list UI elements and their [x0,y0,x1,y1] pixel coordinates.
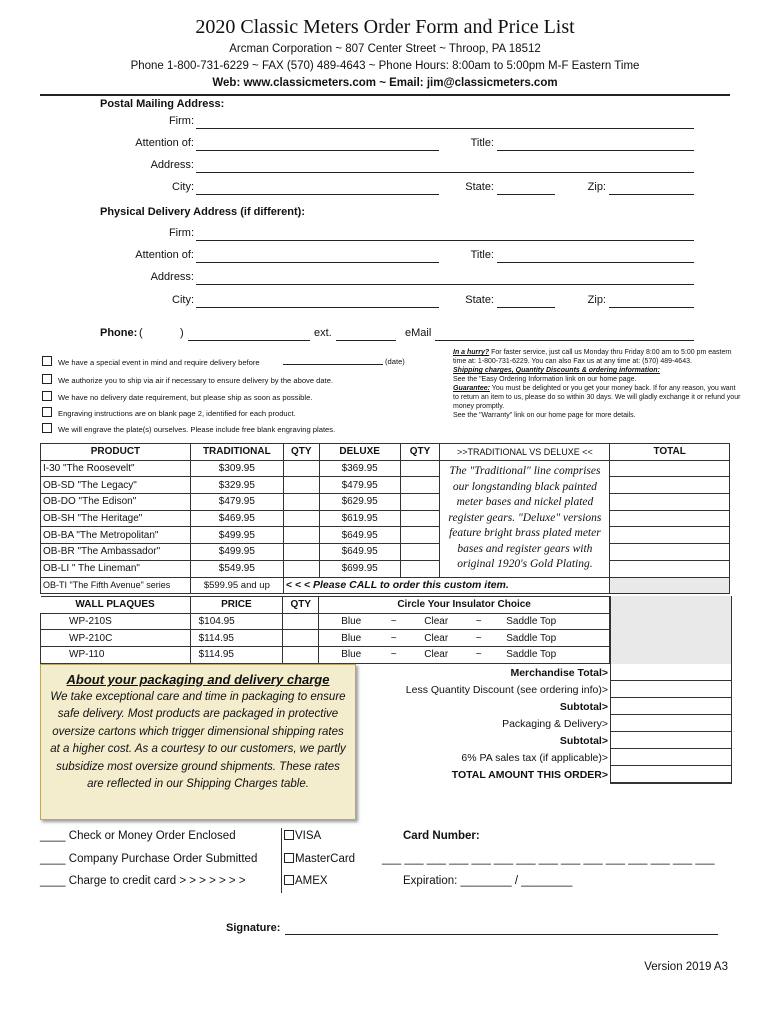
check-option[interactable]: ____ Check or Money Order Enclosed [40,830,236,842]
product-table [40,443,730,594]
title-field[interactable] [497,138,694,151]
qty-traditional-input[interactable] [283,477,319,494]
delivery-zip-field[interactable] [609,295,694,308]
plaque-qty-input[interactable] [283,647,319,664]
deluxe-price: $479.95 [319,477,400,494]
page-title: 2020 Classic Meters Order Form and Price List [195,16,575,38]
checkbox-icon[interactable] [42,374,52,384]
choice-clear[interactable]: Clear [424,649,449,661]
col-wall-plaques: WALL PLAQUES [41,597,191,614]
col-insulator-choice: Circle Your Insulator Choice [319,597,610,614]
plaques-table [40,596,610,664]
traditional-price: $309.95 [190,460,283,477]
qty-traditional-input[interactable] [283,544,319,561]
city-field[interactable] [196,182,439,195]
col-qty-deluxe: QTY [400,444,440,461]
custom-total-cell [610,577,730,594]
choice-sep: ~ [390,632,397,644]
option-self-engrave-text: We will engrave the plate(s) ourselves. Please include free blank engraving plates. [58,425,336,434]
firm-label: Firm: [168,115,194,127]
line-total-input[interactable] [610,460,730,477]
product-name: OB-BR "The Ambassador" [41,544,191,561]
choice-sep: ~ [475,632,482,644]
option-asap-row[interactable] [42,391,312,402]
table-row [41,647,610,664]
col-price: PRICE [190,597,283,614]
choice-saddle-top[interactable]: Saddle Top [506,616,557,628]
option-asap-text: We have no delivery date requirement, but please ship as soon as possible. [58,393,313,402]
po-option[interactable]: ____ Company Purchase Order Submitted [40,853,258,865]
delivery-address-label: Address: [150,271,194,283]
option-self-engrave-row[interactable] [42,423,335,434]
option-event-text: We have a special event in mind and require delivery before [58,358,260,367]
col-deluxe: DELUXE [319,444,400,461]
qty-deluxe-input[interactable] [400,460,440,477]
discount-label: Less Quantity Discount (see ordering info)> [405,684,608,696]
delivery-state-label: State: [465,294,494,306]
packaging-callout [40,664,356,820]
version-label: Version 2019 A3 [644,961,728,973]
deluxe-price: $629.95 [319,494,400,511]
sales-tax-label: 6% PA sales tax (if applicable)> [461,752,608,764]
expiration-field[interactable]: Expiration: ________ / ________ [403,875,573,887]
traditional-price: $499.95 [190,544,283,561]
phone-field[interactable] [188,328,310,341]
delivery-firm-label: Firm: [168,227,194,239]
shipping-heading: Shipping charges, Quantity Discounts & ordering information: [453,367,660,374]
checkbox-icon[interactable] [284,830,294,840]
card-number-field[interactable]: ___ ___ ___ ___ ___ ___ ___ ___ ___ ___ ___ ___ ___ ___ ___ [382,853,715,865]
option-date-label: (date) [385,357,405,366]
choice-saddle-top[interactable]: Saddle Top [506,649,557,661]
plaque-name: WP-110 [41,647,191,664]
qty-traditional-input[interactable] [283,494,319,511]
traditional-price: $549.95 [190,560,283,577]
amex-label: AMEX [295,875,328,887]
guarantee-text: You must be delighted or you get your money back. If for any reason, you want to return an item to us, please do so within 30 days. We will gladly exchange it or refund your money promptly. [453,385,741,410]
table-row [41,630,610,647]
shipping-text: See the "Easy Ordering Information link on our home page. [453,376,637,383]
checkbox-icon[interactable] [284,853,294,863]
mailing-heading: Postal Mailing Address: [100,98,225,110]
qty-deluxe-input[interactable] [400,527,440,544]
qty-traditional-input[interactable] [283,510,319,527]
col-total: TOTAL [610,444,730,461]
choice-saddle-top[interactable]: Saddle Top [506,632,557,644]
qty-deluxe-input[interactable] [400,510,440,527]
choice-blue[interactable]: Blue [341,632,362,644]
delivery-title-label: Title: [470,249,494,261]
choice-blue[interactable]: Blue [341,649,362,661]
company-web: Web: www.classicmeters.com ~ Email: jim@classicmeters.com [212,77,558,89]
choice-sep: ~ [475,616,482,628]
order-notes [453,348,743,420]
col-qty-trad: QTY [283,444,319,461]
line-total-input[interactable] [610,527,730,544]
plaque-price: $114.95 [190,630,283,647]
delivery-title-field[interactable] [497,250,694,263]
option-air-row[interactable] [42,374,333,385]
warranty-text: See the "Warranty" link on our home page for more details. [453,412,636,419]
payment-divider [281,828,282,893]
checkbox-icon[interactable] [42,423,52,433]
table-row [41,560,730,577]
choice-clear[interactable]: Clear [424,616,449,628]
qty-deluxe-input[interactable] [400,544,440,561]
qty-traditional-input[interactable] [283,560,319,577]
card-number-label: Card Number: [403,830,480,842]
delivery-city-field[interactable] [196,295,439,308]
attention-field[interactable] [196,138,439,151]
choice-clear[interactable]: Clear [424,632,449,644]
line-total-input[interactable] [610,510,730,527]
deluxe-price: $699.95 [319,560,400,577]
email-label: eMail [405,327,432,339]
product-name: OB-BA "The Metropolitan" [41,527,191,544]
product-name: OB-SH "The Heritage" [41,510,191,527]
insulator-choice[interactable] [319,630,610,647]
choice-sep: ~ [390,616,397,628]
traditional-price: $329.95 [190,477,283,494]
delivery-attention-label: Attention of: [135,249,194,261]
delivery-city-label: City: [172,294,194,306]
choice-sep: ~ [475,649,482,661]
plaque-price: $114.95 [190,647,283,664]
delivery-attention-field[interactable] [196,250,439,263]
table-row [41,460,730,477]
qty-deluxe-input[interactable] [400,560,440,577]
visa-option[interactable] [284,830,321,842]
callout-body: We take exceptional care and time in packaging to ensure safe delivery. Most products are packaged in protective oversize cartons which trigger dimensional shipping rates at a higher cost. As a courtesy to our customers, we partly subsidize most oversize ground shipments. These rates are reflected in our Shipping Charges table. [50,690,346,790]
delivery-state-field[interactable] [497,295,555,308]
line-total-input[interactable] [610,560,730,577]
email-field[interactable] [435,328,694,341]
guarantee-heading: Guarantee: [453,385,490,392]
company-phone: Phone 1-800-731-6229 ~ FAX (570) 489-4643 ~ Phone Hours: 8:00am to 5:00pm M-F Eastern Time [130,60,640,72]
checkbox-icon[interactable] [42,407,52,417]
table-row [41,527,730,544]
comparison-text: The "Traditional" line comprises our longstanding black painted meter bases and nickel plated register gears. "Deluxe" versions feature bright brass plated meter bases and register gears with original 1920's Gold Plating. [440,460,610,577]
custom-note: < < < Please CALL to order this custom item. [283,577,610,594]
qty-deluxe-input[interactable] [400,494,440,511]
custom-price: $599.95 and up [190,577,283,594]
phone-paren-open: ( [139,327,143,339]
plaque-qty-input[interactable] [283,630,319,647]
signature-field[interactable] [285,922,718,935]
address-field[interactable] [196,160,694,173]
table-row [41,494,730,511]
mastercard-option[interactable] [284,853,355,865]
subtotal-2-label: Subtotal> [559,735,608,747]
option-event-row[interactable] [42,356,260,367]
checkbox-icon[interactable] [42,356,52,366]
insulator-choice[interactable] [319,647,610,664]
state-label: State: [465,181,494,193]
product-name: OB-DO "The Edison" [41,494,191,511]
signature-label: Signature: [226,922,281,934]
visa-label: VISA [295,830,322,842]
merchandise-total-label: Merchandise Total> [510,667,608,679]
checkbox-icon[interactable] [284,875,294,885]
subtotal-label: Subtotal> [559,701,608,713]
mastercard-label: MasterCard [295,853,356,865]
deluxe-price: $619.95 [319,510,400,527]
product-name: OB-SD "The Legacy" [41,477,191,494]
insulator-choice[interactable] [319,613,610,630]
delivery-heading: Physical Delivery Address (if different): [100,206,305,218]
col-product: PRODUCT [41,444,191,461]
attention-label: Attention of: [135,137,194,149]
delivery-zip-label: Zip: [587,294,606,306]
option-engraving-row[interactable] [42,407,296,418]
table-row [41,477,730,494]
title-label: Title: [470,137,494,149]
qty-deluxe-input[interactable] [400,477,440,494]
amex-option[interactable] [284,875,328,887]
totals-grid[interactable] [610,664,732,784]
packaging-label: Packaging & Delivery> [502,718,608,730]
area-code-field[interactable] [146,328,178,340]
credit-option[interactable]: ____ Charge to credit card > > > > > > > [40,875,246,887]
phone-paren-close: ) [180,327,184,339]
plaque-price: $104.95 [190,613,283,630]
header-divider [40,94,730,96]
ext-field[interactable] [336,328,396,341]
traditional-price: $469.95 [190,510,283,527]
qty-traditional-input[interactable] [283,460,319,477]
deluxe-price: $369.95 [319,460,400,477]
custom-row [41,577,730,594]
col-traditional: TRADITIONAL [190,444,283,461]
line-total-input[interactable] [610,544,730,561]
ext-label: ext. [314,327,332,339]
address-label: Address: [150,159,194,171]
plaque-name: WP-210C [41,630,191,647]
firm-field[interactable] [196,116,694,129]
line-total-input[interactable] [610,494,730,511]
company-address: Arcman Corporation ~ 807 Center Street ~ Throop, PA 18512 [229,43,541,55]
plaques-total-shade [610,596,732,664]
choice-sep: ~ [390,649,397,661]
phone-label: Phone: [100,327,138,339]
hurry-text: For faster service, just call us Monday thru Friday 8:00 am to 5:00 pm eastern time at: 1-800-731-6229. You can also Fax us at any time at: (570) 489-4643. [453,349,732,365]
delivery-firm-field[interactable] [196,228,694,241]
callout-heading: About your packaging and delivery charge [66,672,330,687]
option-engraving-text: Engraving instructions are on blank page 2, identified for each product. [58,409,296,418]
deluxe-price: $649.95 [319,527,400,544]
grand-total-label: TOTAL AMOUNT THIS ORDER> [451,769,608,781]
table-row [41,510,730,527]
line-total-input[interactable] [610,477,730,494]
option-air-text: We authorize you to ship via air if necessary to ensure delivery by the above date. [58,376,334,385]
custom-product-name: OB-TI "The Fifth Avenue" series [41,577,191,594]
event-date-field[interactable] [283,356,383,365]
city-label: City: [172,181,194,193]
zip-field[interactable] [609,182,694,195]
table-row [41,613,610,630]
checkbox-icon[interactable] [42,391,52,401]
choice-blue[interactable]: Blue [341,616,362,628]
traditional-price: $479.95 [190,494,283,511]
zip-label: Zip: [587,181,606,193]
col-comparison: >>TRADITIONAL VS DELUXE << [440,444,610,461]
table-row [41,544,730,561]
deluxe-price: $649.95 [319,544,400,561]
plaque-qty-input[interactable] [283,613,319,630]
plaque-name: WP-210S [41,613,191,630]
traditional-price: $499.95 [190,527,283,544]
hurry-heading: In a hurry? [453,349,490,356]
product-name: I-30 "The Roosevelt" [41,460,191,477]
qty-traditional-input[interactable] [283,527,319,544]
delivery-address-field[interactable] [196,272,694,285]
product-name: OB-LI " The Lineman" [41,560,191,577]
col-qty: QTY [283,597,319,614]
state-field[interactable] [497,182,555,195]
